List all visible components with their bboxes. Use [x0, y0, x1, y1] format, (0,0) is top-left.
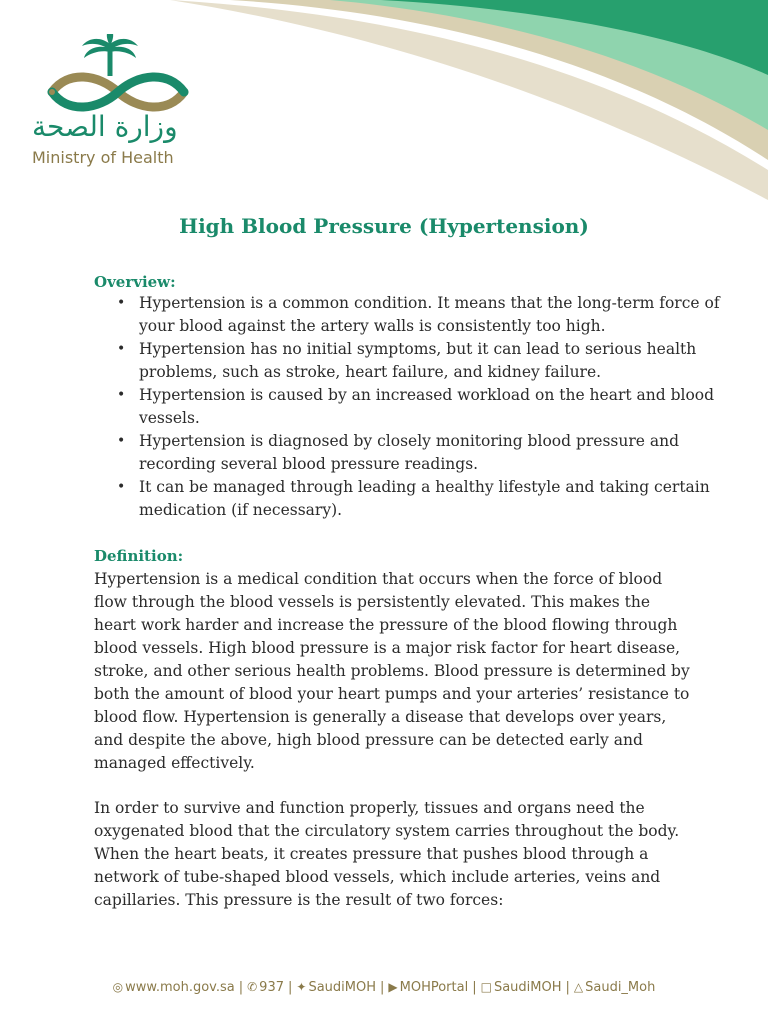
definition-paragraph: Hypertension is a medical condition that occurs when the force of blood flow through the blood vessels is persistently elevated. This makes the heart work harder and increase the pressure of the blood flowing through blood vessels. High blood pressure is a major risk factor for heart disease, stroke, and other serious health problems. Blood pressure is determined by both the amount of blood your heart pumps and your arteries’ resistance to blood flow. Hypertension is generally a disease that develops over years, and despite the above, high blood pressure can be detected early and managed effectively.	[94, 570, 690, 772]
circulation-paragraph: In order to survive and function properly, tissues and organs need the oxygenated blood that the circulatory system carries throughout the body. When the heart beats, it creates pressure that pushes blood through a network of tube-shaped blood vessels, which include arteries, veins and capillaries. This pressure is the result of two forces:	[94, 799, 680, 909]
footer-phone[interactable]: ✆ 937	[247, 980, 284, 995]
youtube-icon: ▶	[388, 980, 398, 994]
globe-icon: ◎	[112, 980, 124, 994]
facebook-icon: □	[480, 980, 492, 994]
overview-bullet: • Hypertension is diagnosed by closely monitoring blood pressure and recording several blood pressure readings.	[139, 430, 729, 476]
footer-contact-bar: ◎ www.moh.gov.sa | ✆ 937 | ✦ SaudiMOH | ▶ MOHPortal | □ SaudiMOH | △ Saudi_Moh	[112, 980, 656, 995]
overview-bullet: • Hypertension is a common condition. It means that the long-term force of your blood against the artery walls is consistently too high.	[139, 292, 729, 338]
footer-website[interactable]: ◎ www.moh.gov.sa	[112, 980, 235, 995]
overview-heading: Overview:	[94, 273, 176, 291]
twitter-icon: ✦	[296, 980, 307, 994]
footer-youtube[interactable]: ▶ MOHPortal	[388, 980, 469, 995]
overview-bullet: • Hypertension is caused by an increased workload on the heart and blood vessels.	[139, 384, 729, 430]
footer-twitter[interactable]: ✦ SaudiMOH	[296, 980, 376, 995]
snapchat-icon: △	[573, 980, 584, 994]
logo-english-text: Ministry of Health	[32, 148, 174, 167]
phone-icon: ✆	[247, 980, 258, 994]
overview-bullet: • It can be managed through leading a healthy lifestyle and taking certain medication (if necessary).	[139, 476, 729, 522]
overview-bullet-list	[94, 292, 729, 522]
document-title: High Blood Pressure (Hypertension)	[179, 214, 589, 238]
footer-facebook[interactable]: □ SaudiMOH	[480, 980, 562, 995]
definition-heading: Definition:	[94, 547, 184, 565]
logo-arabic-text: وزارة الصحة	[32, 110, 178, 143]
overview-bullet: • Hypertension has no initial symptoms, but it can lead to serious health problems, such as stroke, heart failure, and kidney failure.	[139, 338, 729, 384]
footer-snapchat[interactable]: △ Saudi_Moh	[573, 980, 656, 995]
